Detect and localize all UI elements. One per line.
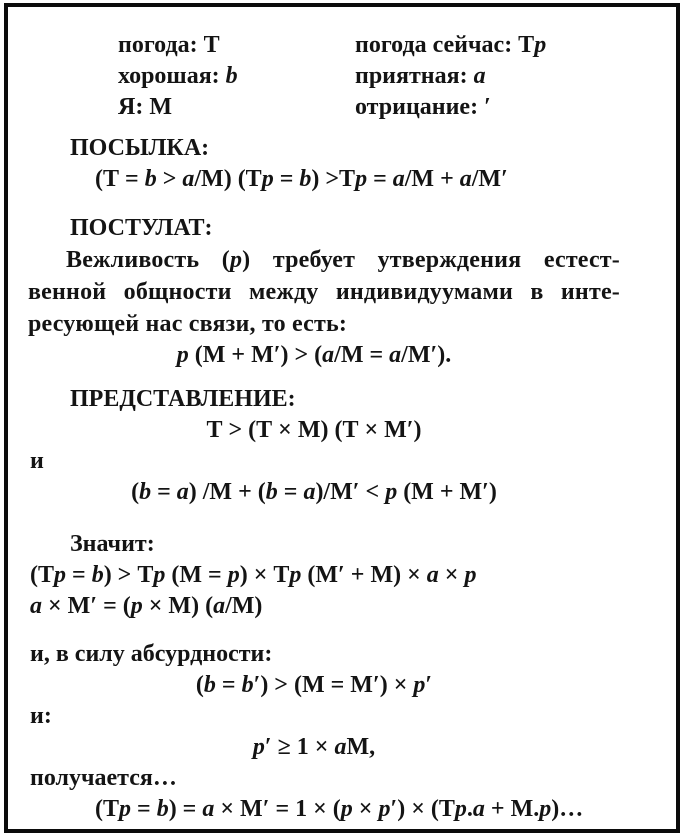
- representation-formula-1: Т > (Т × М) (Т × М′): [206, 417, 422, 443]
- conclusion-formula-1: (Тp = b) > Тp (М = p) × Тp (М′ + М) × a × p: [30, 562, 477, 588]
- representation-formula-2: (b = a) /М + (b = a)/М′ < p (М + М′): [131, 479, 497, 505]
- postulate-body-line: ресующей нас связи, то есть:: [28, 311, 348, 337]
- absurdity-intro: и, в силу абсурдности:: [30, 641, 273, 667]
- postulate-formula: p (М + М′) > (a/М = a/М′).: [176, 342, 452, 368]
- result-intro: получается…: [30, 765, 177, 791]
- legend: [118, 30, 620, 123]
- postulate-heading: ПОСТУЛАТ:: [70, 215, 213, 241]
- premise-formula: (Т = b > a/М) (Тp = b) >Тp = a/М + a/М′: [95, 166, 508, 192]
- postulate-body-line: Вежливость (p) требует утверждения естест-: [66, 247, 620, 273]
- legend-item: погода сейчас: Тp: [355, 32, 547, 58]
- result-formula: (Тp = b) = a × М′ = 1 × (p × p′) × (Тp.a + М.p)…: [95, 796, 584, 822]
- legend-left-column: [118, 30, 355, 123]
- legend-item: отрицание: ′: [355, 94, 491, 120]
- absurdity-formula: (b = b′) > (М = М′) × p′: [195, 672, 433, 698]
- connector-and: и: [30, 448, 44, 474]
- conclusion-heading: Значит:: [70, 531, 155, 557]
- conclusion-formula-2: a × М′ = (p × М) (a/М): [30, 593, 263, 619]
- premise-heading: ПОСЫЛКА:: [70, 135, 210, 161]
- postulate-body-line: венной общности между индивидуумами в инте-: [28, 279, 620, 305]
- absurdity-formula-2: p′ ≥ 1 × aМ,: [252, 734, 376, 760]
- legend-right-column: [355, 30, 546, 123]
- connector-and-colon: и:: [30, 703, 52, 729]
- legend-item: погода: Т: [118, 32, 220, 58]
- page-frame: [4, 3, 680, 833]
- representation-heading: ПРЕДСТАВЛЕНИЕ:: [70, 386, 296, 412]
- legend-item: хорошая: b: [118, 63, 238, 89]
- legend-item: приятная: a: [355, 63, 486, 89]
- legend-item: Я: М: [118, 94, 172, 120]
